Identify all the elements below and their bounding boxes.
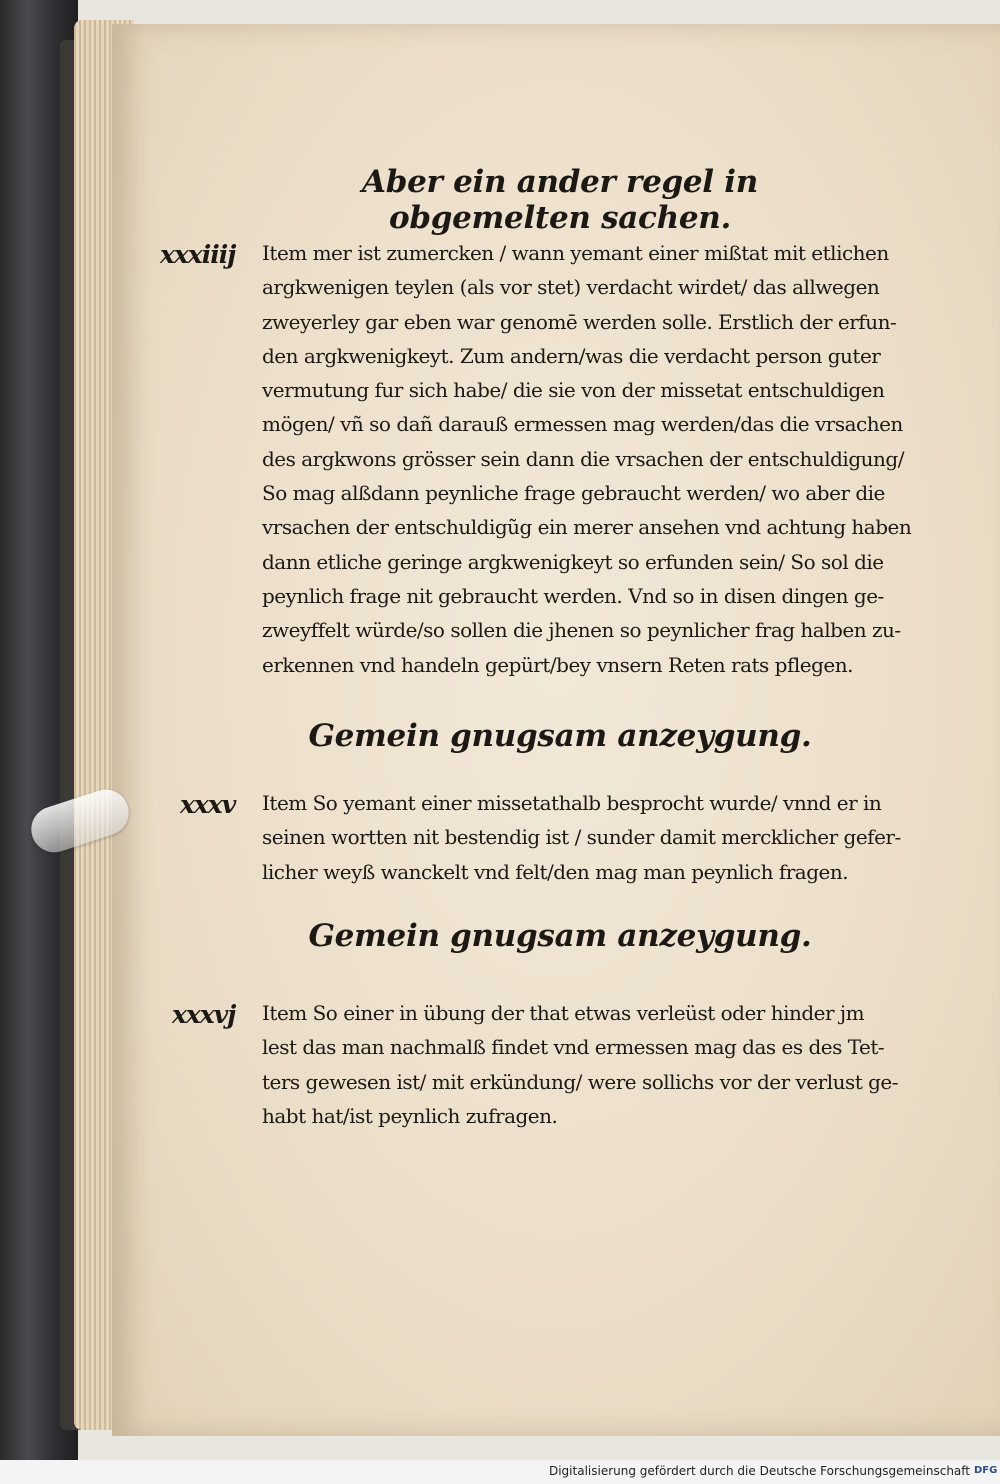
text-line: erkennen vnd handeln gepürt/bey vnsern Reten rats pflegen. [262,652,853,677]
text-line: ters gewesen ist/ mit erkündung/ were sollichs vor der verlust ge- [262,1069,899,1094]
text-line: mögen/ vñ so dañ darauß ermessen mag werden/das die vrsachen [262,412,903,437]
text-line: zweyffelt würde/so sollen die jhenen so peynlicher frag halben zu- [262,618,901,643]
funding-credit: Digitalisierung gefördert durch die Deutsche Forschungsgemeinschaft [548,1464,970,1478]
text-line: Item So einer in übung der that etwas verleüst oder hinder jm [262,1001,865,1025]
dfg-logo-icon: DFG [974,1465,998,1476]
text-line: des argkwons grösser sein dann die vrsachen der entschuldigung/ [262,446,904,471]
section-heading-1: Aber ein ander regel in obgemelten sachen. [362,164,758,236]
text-line: So mag alßdann peynliche frage gebraucht werden/ wo aber die [262,481,885,506]
text-line: seinen wortten nit bestendig ist / sunder damit mercklicher gefer- [262,825,901,850]
article-text-1 [262,236,934,682]
text-line: vrsachen der entschuldigũg ein merer ansehen vnd achtung haben [262,515,912,540]
section-heading-3: Gemein gnugsam anzeygung. [308,918,812,954]
text-line: Item mer ist zumercken / wann yemant einer mißtat mit etlichen [262,241,889,265]
text-line: den argkwenigkeyt. Zum andern/was die verdacht person guter [262,343,881,368]
article-number-2: xxxv [180,790,236,819]
section-heading-2: Gemein gnugsam anzeygung. [308,718,812,754]
text-line: Item So yemant einer missetathalb besprocht wurde/ vnnd er in [262,791,882,815]
text-line: peynlich frage nit gebraucht werden. Vnd so in disen dingen ge- [262,583,884,608]
article-number-1: xxxiiij [160,240,236,269]
text-line: habt hat/ist peynlich zufragen. [262,1103,558,1128]
text-line: zweyerley gar eben war genomē werden solle. Erstlich der erfun- [262,309,897,334]
text-line: lest das man nachmalß findet vnd ermessen mag das es des Tet- [262,1035,885,1060]
article-text-2 [262,786,934,889]
text-line: licher weyß wanckelt vnd felt/den mag man peynlich fragen. [262,859,849,884]
text-line: vermutung fur sich habe/ die sie von der missetat entschuldigen [262,378,885,403]
article-text-3 [262,996,934,1133]
article-number-3: xxxvj [172,1000,236,1029]
text-line: argkwenigen teylen (als vor stet) verdacht wirdet/ das allwegen [262,275,880,300]
text-line: dann etliche geringe argkwenigkeyt so erfunden sein/ So sol die [262,549,884,574]
